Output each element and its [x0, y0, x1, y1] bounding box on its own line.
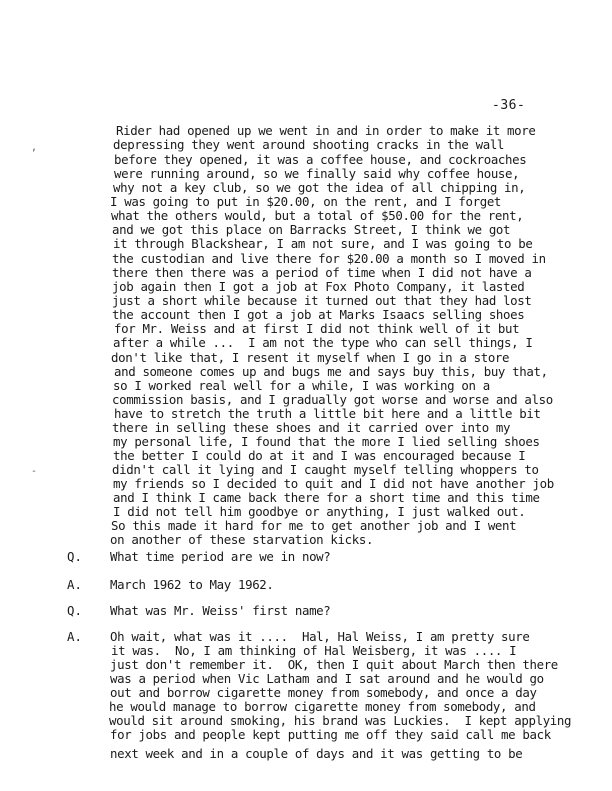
question-line: What time period are we in now?	[110, 549, 331, 564]
answer-line: March 1962 to May 1962.	[110, 577, 274, 592]
text-line: have to stretch the truth a little bit here and a little bit	[114, 406, 541, 421]
answer-line: for jobs and people kept putting me off they said call me back	[110, 727, 551, 742]
text-line: why not a key club, so we got the idea of all chipping in,	[113, 180, 526, 195]
text-line: and someone comes up and bugs me and says buy this, buy that,	[114, 364, 548, 379]
answer-line: Oh wait, what was it .... Hal, Hal Weiss, I am pretty sure	[110, 629, 530, 644]
text-line: I was going to put in $20.00, on the rent, and I forget	[110, 194, 502, 209]
text-line: I did not tell him goodbye or anything, I just walked out.	[113, 504, 526, 519]
text-line: so I worked real well for a while, I was working on a	[113, 378, 490, 393]
text-line: there in selling these shoes and it carried over into my	[112, 420, 511, 435]
text-line: just a short while because it turned out that they had lost	[112, 293, 532, 308]
answer-line: just don't remember it. OK, then I quit about March then there	[110, 657, 558, 672]
text-line: the better I could do at it and I was encouraged because I	[113, 448, 526, 463]
text-line: for Mr. Weiss and at first I did not think well of it but	[114, 321, 520, 336]
qa-label: Q.	[67, 549, 82, 564]
text-line: So this made it hard for me to get another job and I went	[111, 518, 517, 533]
question-line: What was Mr. Weiss' first name?	[110, 603, 331, 618]
margin-mark: -	[31, 466, 38, 477]
text-line: and I think I came back there for a short time and this time	[113, 490, 540, 505]
answer-line: would sit around smoking, his brand was Luckies. I kept applying	[109, 713, 572, 728]
text-line: my personal life, I found that the more I lied selling shoes	[113, 434, 540, 449]
text-line: and we got this place on Barracks Street, I think we got	[112, 222, 511, 237]
answer-line: he would manage to borrow cigarette money from somebody, and	[109, 699, 536, 714]
text-line: it through Blackshear, I am not sure, and I was going to be	[113, 236, 533, 251]
text-line: commission basis, and I gradually got worse and worse and also	[112, 392, 553, 407]
text-line: Rider had opened up we went in and in order to make it more	[116, 123, 536, 138]
text-line: before they opened, it was a coffee house, and cockroaches	[114, 152, 527, 167]
text-line: were running around, so we finally said why coffee house,	[114, 166, 520, 181]
qa-label: A.	[67, 577, 82, 592]
text-line: there then there was a period of time when I did not have a	[112, 265, 532, 280]
text-line: the account then I got a job at Marks Isaacs selling shoes	[112, 307, 525, 322]
answer-line: was a period when Vic Latham and I sat around and he would go	[110, 671, 544, 686]
text-line: my friends so I decided to quit and I did not have another job	[113, 476, 554, 491]
text-line: the custodian and live there for $20.00 a month so I moved in	[112, 251, 546, 266]
text-line: don't like that, I resent it myself when I go in a store	[111, 350, 510, 365]
answer-line: out and borrow cigarette money from somebody, and once a day	[110, 685, 537, 700]
text-line: on another of these starvation kicks.	[110, 532, 374, 547]
text-line: depressing they went around shooting cracks in the wall	[113, 137, 505, 152]
answer-line: next week and in a couple of days and it was getting to be	[110, 746, 523, 761]
qa-label: Q.	[67, 603, 82, 618]
page-number: -36-	[492, 98, 526, 113]
qa-label: A.	[67, 629, 82, 644]
text-line: what the others would, but a total of $50.00 for the rent,	[111, 208, 524, 223]
text-line: didn't call it lying and I caught myself telling whoppers to	[112, 462, 539, 477]
text-line: job again then I got a job at Fox Photo Company, it lasted	[112, 279, 525, 294]
margin-mark: ,	[31, 142, 38, 153]
answer-line: it was. No, I am thinking of Hal Weisberg, it was .... I	[111, 643, 517, 658]
text-line: after a while ... I am not the type who can sell things, I	[113, 335, 533, 350]
